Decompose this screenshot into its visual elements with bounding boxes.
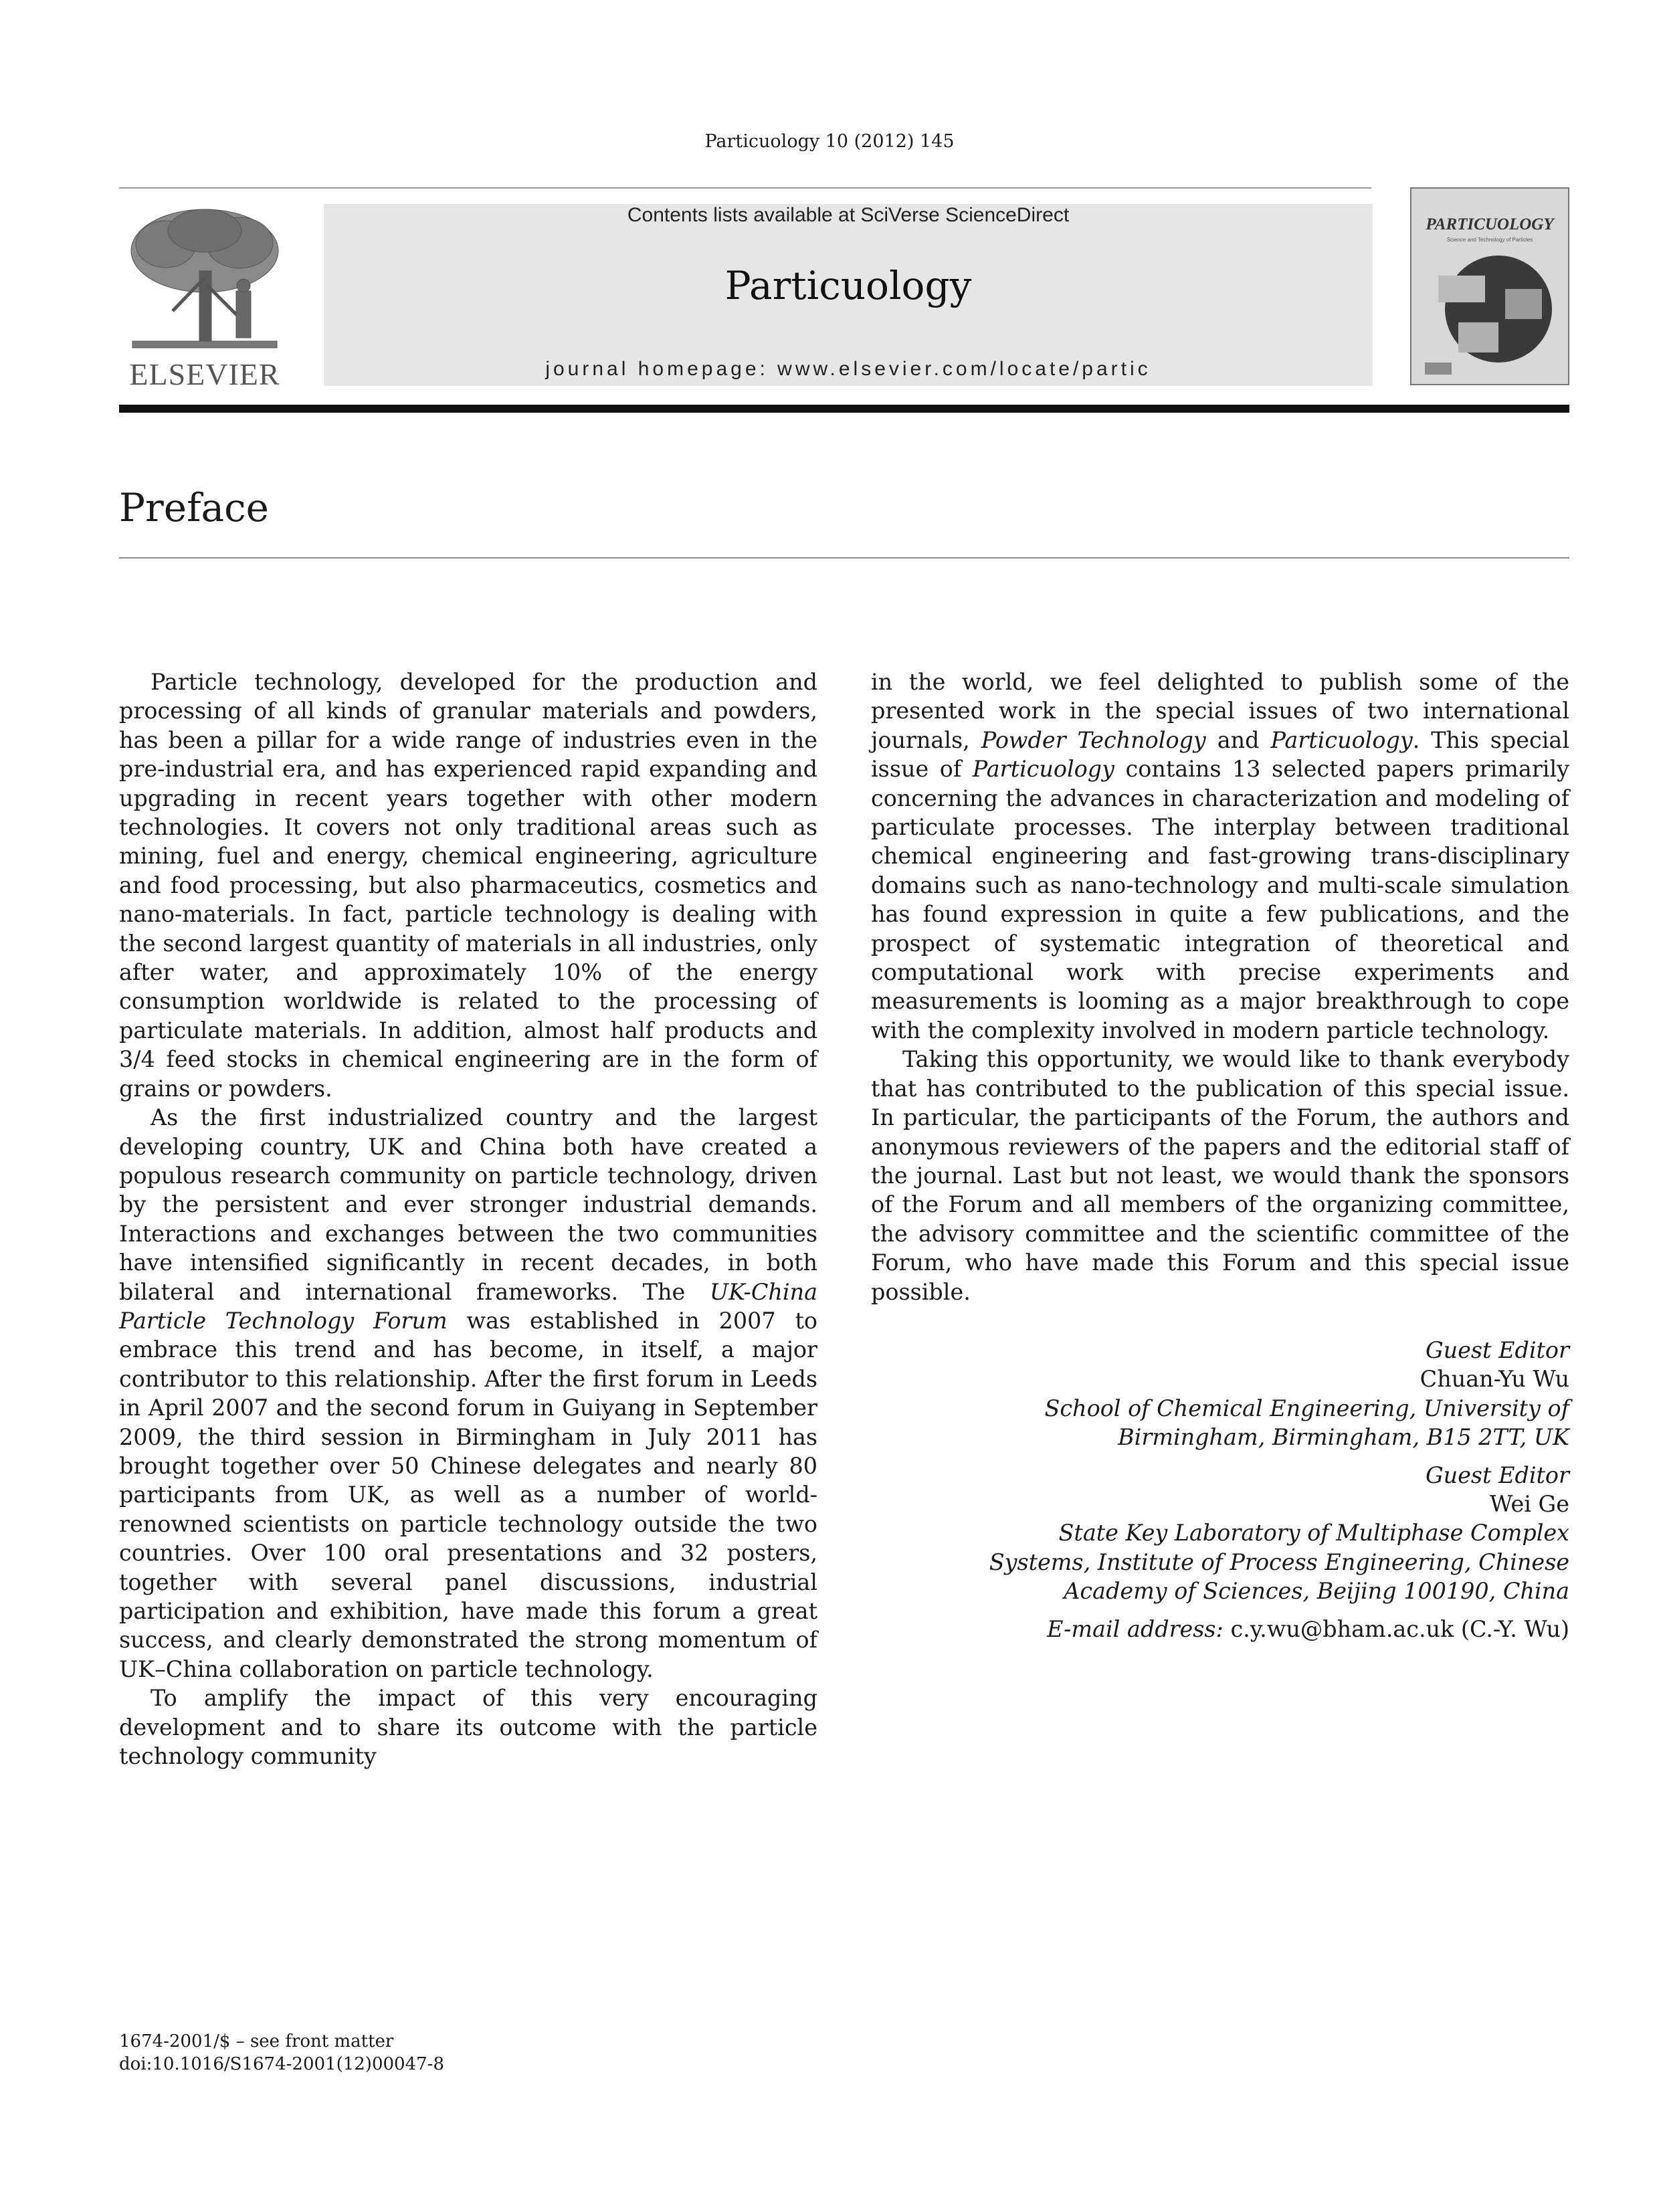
email-link[interactable]: c.y.wu@bham.ac.uk xyxy=(1230,1615,1454,1642)
email-suffix: (C.-Y. Wu) xyxy=(1460,1615,1569,1642)
publisher-logo xyxy=(119,204,290,391)
forum-name: UK-China Particle Technology Forum xyxy=(119,1278,817,1334)
editor-signature xyxy=(871,1336,1569,1452)
journal-homepage-link[interactable]: journal homepage: www.elsevier.com/locate/partic xyxy=(545,358,1151,380)
editor-affiliation: State Key Laboratory of Multiphase Complex xyxy=(1058,1520,1569,1546)
running-head: Particuology 10 (2012) 145 xyxy=(704,131,955,152)
journal-banner xyxy=(324,204,1373,386)
masthead-bottom-rule xyxy=(119,405,1569,413)
publisher-name: ELSEVIER xyxy=(129,357,280,391)
editor-affiliation: Birmingham, Birmingham, B15 2TT, UK xyxy=(1118,1424,1569,1451)
journal-cover-image xyxy=(1410,187,1569,385)
cover-subtitle: Science and Technology of Particles xyxy=(1446,237,1533,243)
editor-name: Chuan-Yu Wu xyxy=(1420,1366,1569,1393)
editor-role: Guest Editor xyxy=(1425,1336,1569,1363)
editor-affiliation: School of Chemical Engineering, University of xyxy=(1044,1395,1569,1421)
contents-line: Contents lists available at SciVerse ScienceDirect xyxy=(627,204,1070,226)
body-column-right xyxy=(871,668,1569,1643)
journal-name: Powder Technology xyxy=(981,726,1206,753)
masthead-top-rule xyxy=(119,187,1371,189)
doi-link[interactable]: doi:10.1016/S1674-2001(12)00047-8 xyxy=(119,2054,444,2074)
cover-title: PARTICUOLOGY xyxy=(1426,215,1554,233)
article-title: Preface xyxy=(119,485,269,530)
email-label: E-mail address: xyxy=(1047,1615,1224,1642)
paragraph: in the world, we feel delighted to publish some of the presented work in the special issues of two international journals, Powder Technology and Particuology. This special issue of Particuology contains 13 selected papers primarily concerning the advances in characterization and modeling of particulate processes. The interplay between traditional chemical engineering and fast-growing trans-disciplinary domains such as nano-technology and multi-scale simulation has found expression in quite a few publications, and the prospect of systematic integration of theoretical and computational work with precise experiments and measurements is looming as a major breakthrough to cope with the complexity involved in modern particle technology. xyxy=(871,669,1569,1043)
email-line xyxy=(871,1615,1569,1643)
journal-name: Particuology xyxy=(1270,726,1413,753)
editor-affiliation: Systems, Institute of Process Engineering, Chinese xyxy=(989,1548,1569,1575)
body-column-left xyxy=(119,668,817,1771)
editor-affiliation: Academy of Sciences, Beijing 100190, China xyxy=(1064,1578,1569,1605)
paragraph: To amplify the impact of this very encouraging development and to share its outcome with the particle technology community xyxy=(119,1685,817,1770)
journal-title: Particuology xyxy=(724,263,972,308)
footer xyxy=(119,2030,444,2076)
editor-signature xyxy=(871,1461,1569,1606)
paragraph: As the first industrialized country and the largest developing country, UK and China both have created a populous research community on particle technology, driven by the persistent and ever stronger industrial demands. Interactions and exchanges between the two communities have intensified significantly in recent decades, in both bilateral and international frameworks. The UK-China Particle Technology Forum was established in 2007 to embrace this trend and has become, in itself, a major contributor to this relationship. After the first forum in Leeds in April 2007 and the second forum in Guiyang in September 2009, the third session in Birmingham in July 2011 has brought together over 50 Chinese delegates and nearly 80 participants from UK, as well as a number of world-renowned scientists on particle technology outside the two countries. Over 100 oral presentations and 32 posters, together with several panel discussions, industrial participation and exhibition, have made this forum a great success, and clearly demonstrated the strong momentum of UK–China collaboration on particle technology. xyxy=(119,1104,817,1682)
editor-name: Wei Ge xyxy=(1489,1490,1569,1517)
journal-name: Particuology xyxy=(972,756,1115,783)
title-rule xyxy=(119,557,1569,559)
paragraph: Taking this opportunity, we would like to thank everybody that has contributed to the publication of this special issue. In particular, the participants of the Forum, the authors and anonymous reviewers of the papers and the editorial staff of the journal. Last but not least, we would thank the sponsors of the Forum and all members of the organizing committee, the advisory committee and the scientific committee of the Forum, who have made this Forum and this special issue possible. xyxy=(871,1046,1569,1305)
paragraph: Particle technology, developed for the production and processing of all kinds of granular materials and powders, has been a pillar for a wide range of industries even in the pre-industrial era, and has experienced rapid expanding and upgrading in recent years together with other modern technologies. It covers not only traditional areas such as mining, fuel and energy, chemical engineering, agriculture and food processing, but also pharmaceutics, cosmetics and nano-materials. In fact, particle technology is dealing with the second largest quantity of materials in all industries, only after water, and approximately 10% of the energy consumption worldwide is related to the processing of particulate materials. In addition, almost half products and 3/4 feed stocks in chemical engineering are in the form of grains or powders. xyxy=(119,669,817,1102)
copyright-line: 1674-2001/$ – see front matter xyxy=(119,2031,394,2051)
cover-art-icon xyxy=(1411,249,1568,383)
tree-icon xyxy=(119,204,290,355)
editor-role: Guest Editor xyxy=(1425,1462,1569,1488)
